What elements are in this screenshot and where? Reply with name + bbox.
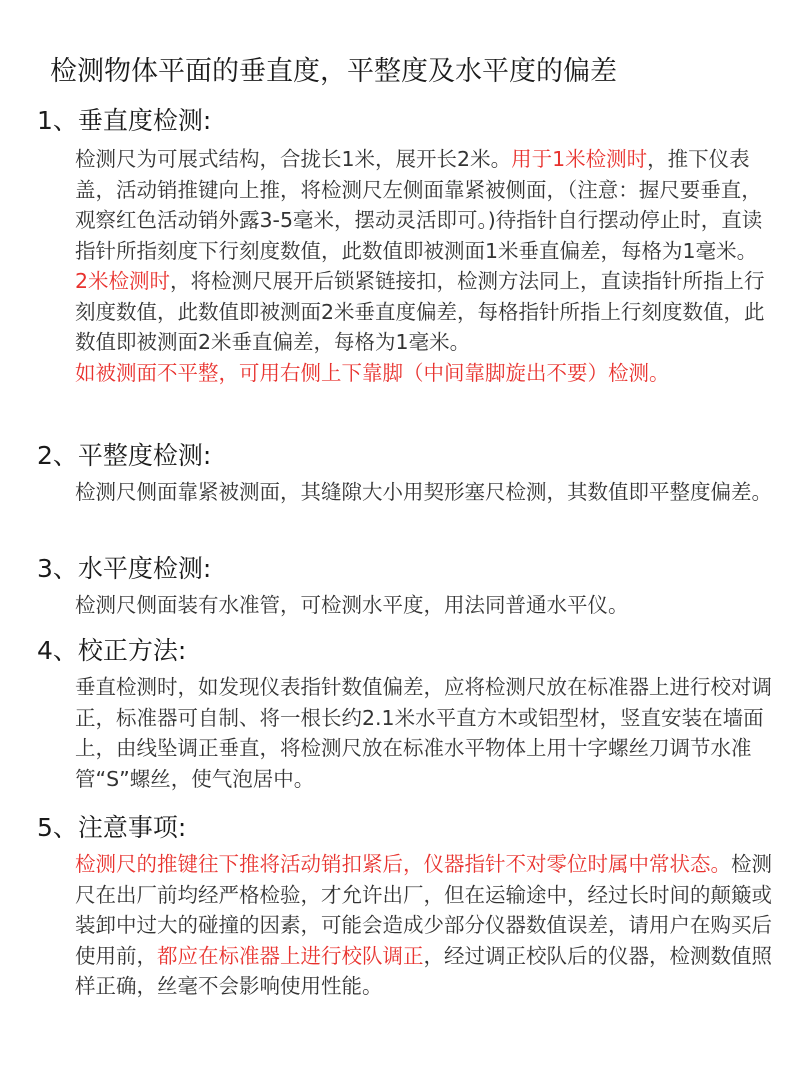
highlight-text: 如被测面不平整，可用右侧上下靠脚（中间靠脚旋出不要）检测。 (75, 360, 670, 385)
section-body (75, 849, 775, 1002)
text-run: 检测尺为可展式结构，合拢长1米，展开长2米。 (75, 147, 512, 171)
text-run: ，推下仪表盖，活动销推键向上推，将检测尺左侧面靠紧被侧面，（注意：握尺要垂直，观察红色活动销外露3-5毫米，摆动灵活即可。)待指针自行摆动停止时，直读指针所指刻度下行刻度数值，此数值即被测面1米垂直偏差，每格为1毫米。 (75, 147, 763, 263)
text-run: 检测尺侧面装有水准管，可检测水平度，用法同普通水平仪。 (75, 593, 629, 617)
section-heading: 1、垂直度检测: (37, 106, 212, 135)
section-notes (35, 810, 775, 1002)
section-calibration (35, 633, 775, 794)
section-heading: 2、平整度检测: (37, 441, 212, 470)
section-heading: 4、校正方法: (37, 636, 187, 665)
text-run: ，经过调正校队后的仪器，检测数值照样正确，丝毫不会影响使用性能。 (75, 943, 772, 998)
section-vertical (35, 103, 775, 388)
section-body (75, 144, 775, 388)
highlight-text: 都应在标准器上进行校队调正 (157, 943, 424, 968)
highlight-text: 2米检测时 (75, 269, 171, 293)
text-run: 检测尺在出厂前均经严格检验，才允许出厂，但在运输途中，经过长时间的颠簸或装卸中过大的碰撞的因素，可能会造成少部分仪器数值误差，请用户在购买后使用前， (75, 852, 772, 968)
paragraph (75, 266, 775, 358)
highlight-text: 检测尺的推键往下推将活动销扣紧后，仪器指针不对零位时属中常状态。 (75, 852, 731, 876)
section-flatness (35, 438, 775, 508)
text-run: ，将检测尺展开后锁紧链接扣，检测方法同上，直读指针所指上行刻度数值，此数值即被测面2米垂直度偏差，每格指针所指上行刻度数值，此数值即被测面2米垂直偏差，每格为1毫米。 (75, 269, 765, 354)
text-run: 垂直检测时，如发现仪表指针数值偏差，应将检测尺放在标准器上进行校对调正，标准器可自制、将一根长约2.1米水平直方木或铝型材，竖直安装在墙面上，由线坠调正垂直，将检测尺放在标准水平物体上用十字螺丝刀调节水准管“S”螺丝，使气泡居中。 (75, 675, 772, 791)
section-heading: 3、水平度检测: (37, 554, 212, 583)
paragraph (75, 144, 775, 266)
section-level (35, 551, 775, 621)
paragraph (75, 358, 775, 389)
section-body (75, 590, 775, 621)
highlight-text: 用于1米检测时 (511, 147, 648, 171)
section-body (75, 672, 775, 794)
page-title: 检测物体平面的垂直度，平整度及水平度的偏差 (50, 56, 617, 87)
text-run: 检测尺侧面靠紧被测面，其缝隙大小用契形塞尺检测，其数值即平整度偏差。 (75, 480, 772, 504)
section-body (75, 477, 775, 508)
section-heading: 5、注意事项: (37, 813, 187, 842)
